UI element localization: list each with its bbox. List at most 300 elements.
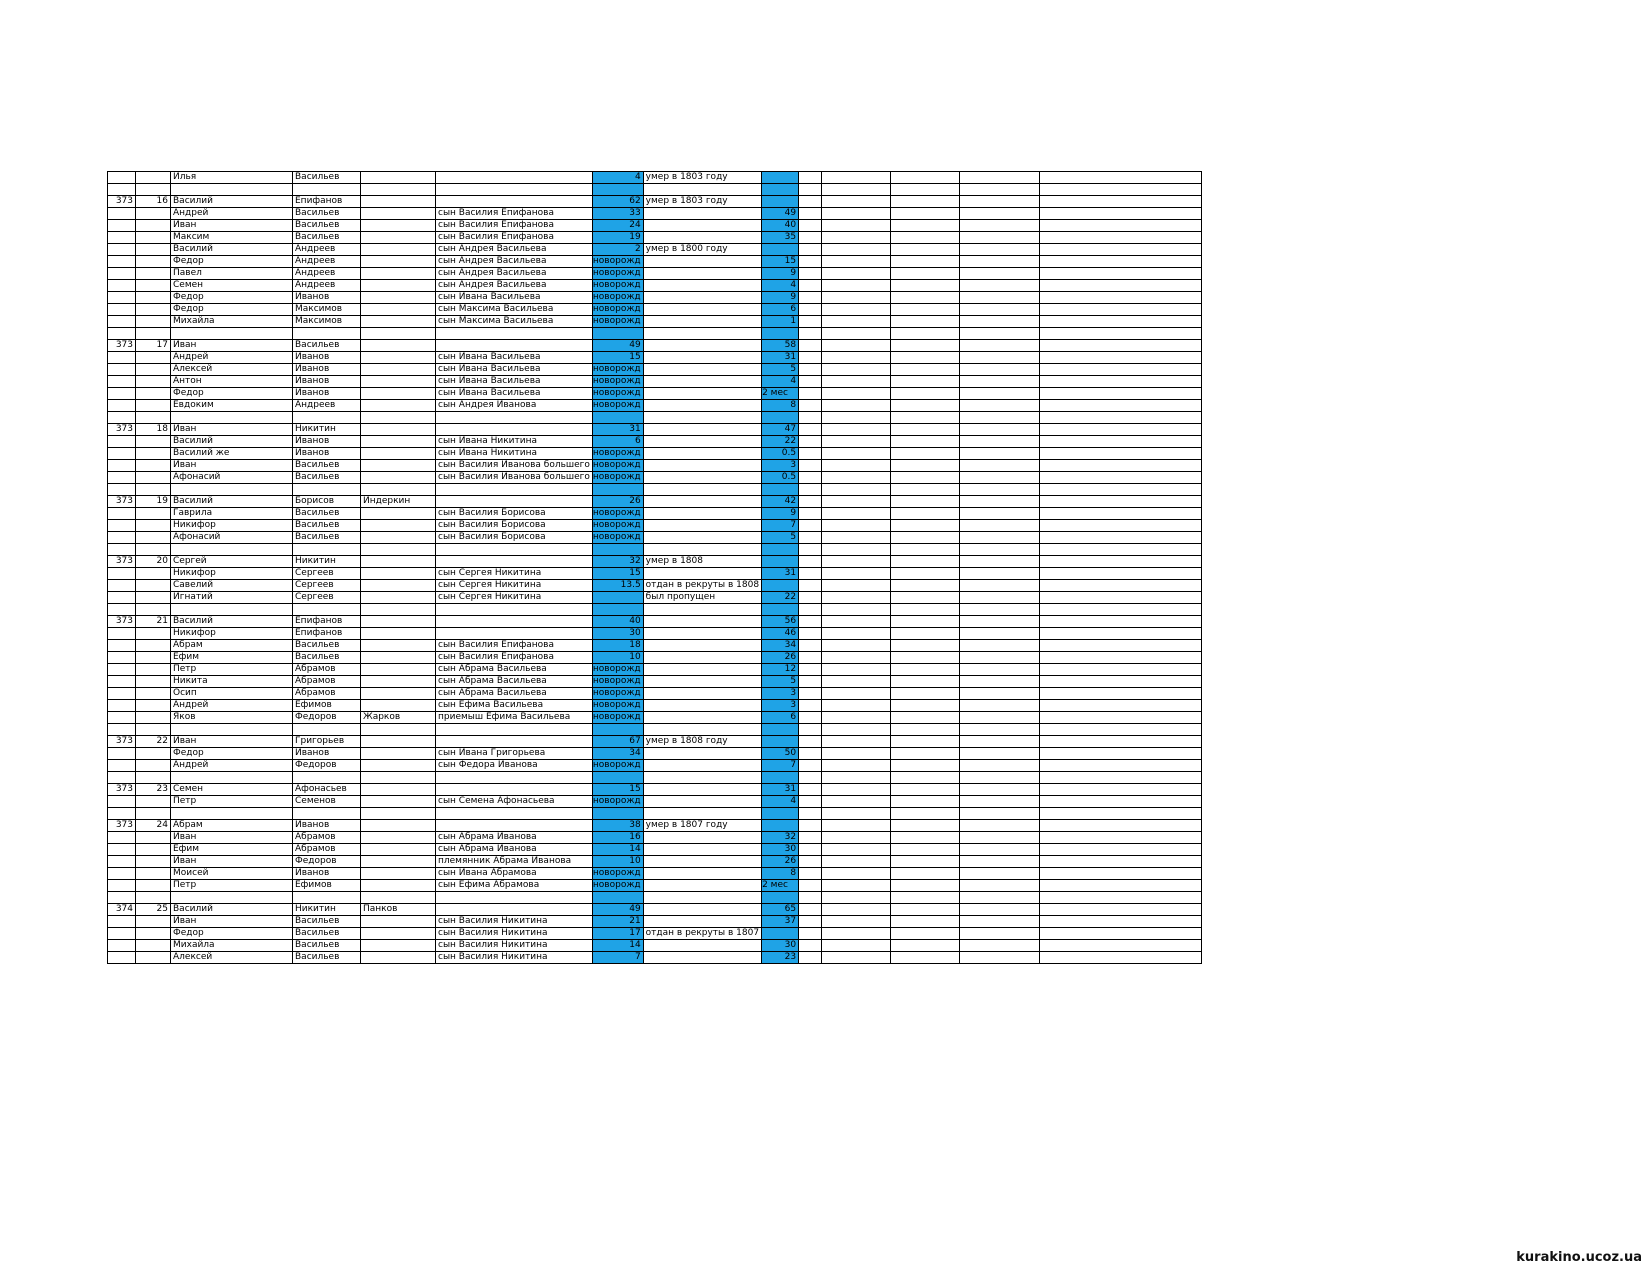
cell-empty	[799, 532, 822, 544]
cell-empty	[822, 652, 891, 664]
cell-age-1: новорожд	[592, 796, 643, 808]
cell-page	[108, 184, 136, 196]
table-row	[108, 688, 1202, 700]
cell-relation: сын Василия Никитина	[436, 928, 593, 940]
cell-household: 23	[136, 784, 171, 796]
cell-note	[643, 436, 761, 448]
cell-note	[643, 388, 761, 400]
table-row	[108, 544, 1202, 556]
cell-note	[643, 328, 761, 340]
cell-age-2: 3	[762, 460, 799, 472]
cell-surname	[361, 580, 436, 592]
cell-patronymic	[293, 328, 361, 340]
cell-relation: сын Ефима Васильева	[436, 700, 593, 712]
cell-empty	[1040, 520, 1202, 532]
cell-first-name: Федор	[171, 748, 293, 760]
cell-page	[108, 832, 136, 844]
cell-note	[643, 904, 761, 916]
cell-age-1	[592, 808, 643, 820]
cell-empty	[891, 460, 960, 472]
cell-page	[108, 724, 136, 736]
cell-empty	[1040, 412, 1202, 424]
cell-age-2: 35	[762, 232, 799, 244]
cell-page	[108, 688, 136, 700]
cell-empty	[1040, 724, 1202, 736]
cell-empty	[799, 664, 822, 676]
cell-empty	[891, 172, 960, 184]
cell-empty	[891, 220, 960, 232]
cell-note	[643, 520, 761, 532]
cell-note	[643, 760, 761, 772]
cell-first-name: Андрей	[171, 208, 293, 220]
cell-empty	[799, 364, 822, 376]
cell-surname	[361, 748, 436, 760]
cell-surname	[361, 388, 436, 400]
cell-page	[108, 700, 136, 712]
cell-relation	[436, 184, 593, 196]
cell-age-2: 2 мес	[762, 880, 799, 892]
cell-patronymic: Никитин	[293, 556, 361, 568]
cell-household	[136, 856, 171, 868]
cell-empty	[822, 916, 891, 928]
cell-note	[643, 340, 761, 352]
cell-patronymic: Семенов	[293, 796, 361, 808]
cell-empty	[1040, 532, 1202, 544]
cell-surname	[361, 292, 436, 304]
cell-note	[643, 652, 761, 664]
cell-relation: сын Ивана Васильева	[436, 364, 593, 376]
cell-surname	[361, 268, 436, 280]
cell-age-1: новорожд	[592, 880, 643, 892]
cell-empty	[1040, 388, 1202, 400]
cell-first-name: Иван	[171, 340, 293, 352]
cell-age-1	[592, 184, 643, 196]
table-row	[108, 616, 1202, 628]
cell-first-name: Михайла	[171, 940, 293, 952]
cell-relation	[436, 808, 593, 820]
cell-first-name: Федор	[171, 292, 293, 304]
table-row	[108, 412, 1202, 424]
cell-page	[108, 580, 136, 592]
cell-relation: сын Василия Никитина	[436, 952, 593, 964]
cell-age-2	[762, 484, 799, 496]
cell-household	[136, 304, 171, 316]
cell-empty	[799, 520, 822, 532]
cell-relation	[436, 544, 593, 556]
cell-age-2	[762, 172, 799, 184]
cell-surname	[361, 940, 436, 952]
cell-household	[136, 892, 171, 904]
cell-empty	[1040, 244, 1202, 256]
cell-page: 373	[108, 616, 136, 628]
cell-empty	[891, 244, 960, 256]
cell-note	[643, 256, 761, 268]
table-row	[108, 568, 1202, 580]
cell-household: 19	[136, 496, 171, 508]
cell-empty	[799, 268, 822, 280]
cell-household	[136, 604, 171, 616]
cell-empty	[891, 676, 960, 688]
cell-empty	[960, 928, 1040, 940]
cell-surname	[361, 688, 436, 700]
cell-relation: приемыш Ефима Васильева	[436, 712, 593, 724]
cell-patronymic: Иванов	[293, 364, 361, 376]
cell-household	[136, 388, 171, 400]
cell-surname	[361, 640, 436, 652]
cell-household	[136, 880, 171, 892]
cell-page	[108, 256, 136, 268]
cell-age-1: 10	[592, 856, 643, 868]
cell-empty	[960, 904, 1040, 916]
cell-empty	[822, 364, 891, 376]
cell-age-2: 7	[762, 520, 799, 532]
cell-empty	[891, 316, 960, 328]
cell-empty	[960, 436, 1040, 448]
cell-empty	[822, 544, 891, 556]
cell-first-name: Никифор	[171, 520, 293, 532]
cell-household	[136, 484, 171, 496]
cell-relation	[436, 904, 593, 916]
cell-page	[108, 844, 136, 856]
cell-empty	[891, 928, 960, 940]
cell-empty	[960, 172, 1040, 184]
cell-patronymic	[293, 604, 361, 616]
cell-empty	[822, 940, 891, 952]
cell-empty	[799, 868, 822, 880]
cell-empty	[891, 280, 960, 292]
cell-first-name: Иван	[171, 424, 293, 436]
cell-note	[643, 220, 761, 232]
cell-first-name: Абрам	[171, 640, 293, 652]
cell-age-2: 37	[762, 916, 799, 928]
cell-page	[108, 412, 136, 424]
cell-empty	[960, 304, 1040, 316]
cell-age-1: 49	[592, 904, 643, 916]
cell-first-name	[171, 184, 293, 196]
cell-note	[643, 880, 761, 892]
cell-patronymic: Епифанов	[293, 628, 361, 640]
cell-empty	[891, 604, 960, 616]
cell-surname	[361, 532, 436, 544]
cell-page	[108, 280, 136, 292]
cell-patronymic	[293, 892, 361, 904]
cell-patronymic: Федоров	[293, 856, 361, 868]
cell-empty	[960, 916, 1040, 928]
cell-page: 373	[108, 736, 136, 748]
cell-household	[136, 364, 171, 376]
cell-note	[643, 892, 761, 904]
cell-patronymic: Васильев	[293, 928, 361, 940]
cell-empty	[1040, 892, 1202, 904]
cell-empty	[799, 544, 822, 556]
cell-empty	[960, 628, 1040, 640]
cell-age-1: новорожд	[592, 400, 643, 412]
cell-empty	[891, 856, 960, 868]
cell-household	[136, 328, 171, 340]
cell-empty	[891, 580, 960, 592]
cell-empty	[891, 328, 960, 340]
cell-surname	[361, 328, 436, 340]
cell-empty	[799, 304, 822, 316]
cell-surname	[361, 820, 436, 832]
cell-age-1	[592, 604, 643, 616]
cell-age-2: 5	[762, 532, 799, 544]
cell-note	[643, 544, 761, 556]
cell-note	[643, 688, 761, 700]
cell-empty	[1040, 712, 1202, 724]
cell-empty	[822, 700, 891, 712]
cell-patronymic: Афонасьев	[293, 784, 361, 796]
cell-age-1: 13.5	[592, 580, 643, 592]
cell-empty	[891, 568, 960, 580]
cell-patronymic: Иванов	[293, 292, 361, 304]
cell-empty	[799, 700, 822, 712]
cell-household	[136, 472, 171, 484]
cell-patronymic: Андреев	[293, 256, 361, 268]
cell-empty	[822, 832, 891, 844]
cell-empty	[822, 208, 891, 220]
table-row	[108, 580, 1202, 592]
cell-surname	[361, 700, 436, 712]
cell-empty	[960, 676, 1040, 688]
cell-age-2: 1	[762, 316, 799, 328]
cell-empty	[822, 808, 891, 820]
cell-empty	[1040, 316, 1202, 328]
cell-first-name: Иван	[171, 856, 293, 868]
cell-surname	[361, 544, 436, 556]
cell-age-2	[762, 580, 799, 592]
cell-page	[108, 304, 136, 316]
table-row	[108, 484, 1202, 496]
cell-age-1: новорожд	[592, 700, 643, 712]
cell-note	[643, 952, 761, 964]
cell-empty	[799, 472, 822, 484]
cell-empty	[960, 700, 1040, 712]
cell-page: 373	[108, 496, 136, 508]
cell-empty	[891, 892, 960, 904]
cell-household	[136, 952, 171, 964]
table-row	[108, 700, 1202, 712]
cell-age-1: новорожд	[592, 676, 643, 688]
cell-note	[643, 352, 761, 364]
cell-empty	[960, 448, 1040, 460]
cell-empty	[799, 616, 822, 628]
cell-empty	[1040, 832, 1202, 844]
cell-empty	[799, 196, 822, 208]
cell-empty	[891, 400, 960, 412]
cell-empty	[822, 928, 891, 940]
cell-empty	[799, 688, 822, 700]
cell-empty	[799, 604, 822, 616]
cell-empty	[822, 220, 891, 232]
cell-patronymic: Васильев	[293, 640, 361, 652]
cell-first-name	[171, 772, 293, 784]
cell-relation: сын Василия Епифанова	[436, 220, 593, 232]
cell-empty	[822, 856, 891, 868]
cell-relation: сын Василия Борисова	[436, 508, 593, 520]
cell-surname	[361, 508, 436, 520]
cell-empty	[1040, 748, 1202, 760]
cell-first-name: Василий	[171, 496, 293, 508]
cell-relation: сын Андрея Васильева	[436, 256, 593, 268]
cell-empty	[891, 340, 960, 352]
cell-patronymic: Иванов	[293, 388, 361, 400]
cell-age-1: 16	[592, 832, 643, 844]
cell-surname	[361, 484, 436, 496]
cell-empty	[822, 592, 891, 604]
cell-empty	[960, 544, 1040, 556]
cell-surname	[361, 256, 436, 268]
cell-empty	[822, 676, 891, 688]
cell-page	[108, 808, 136, 820]
table-row	[108, 940, 1202, 952]
cell-surname: Жарков	[361, 712, 436, 724]
cell-empty	[822, 184, 891, 196]
cell-relation: сын Абрама Васильева	[436, 688, 593, 700]
table-row	[108, 292, 1202, 304]
cell-relation: сын Андрея Васильева	[436, 244, 593, 256]
cell-page	[108, 868, 136, 880]
census-table	[107, 171, 1202, 964]
cell-first-name: Андрей	[171, 760, 293, 772]
cell-first-name: Афонасий	[171, 532, 293, 544]
cell-first-name: Алексей	[171, 364, 293, 376]
cell-empty	[891, 268, 960, 280]
cell-household	[136, 292, 171, 304]
cell-note	[643, 208, 761, 220]
cell-page	[108, 460, 136, 472]
cell-first-name: Василий	[171, 904, 293, 916]
cell-age-2	[762, 556, 799, 568]
cell-household	[136, 520, 171, 532]
cell-empty	[1040, 256, 1202, 268]
table-row	[108, 220, 1202, 232]
cell-relation: сын Василия Епифанова	[436, 652, 593, 664]
cell-empty	[822, 604, 891, 616]
cell-empty	[891, 556, 960, 568]
cell-age-2: 30	[762, 940, 799, 952]
cell-empty	[891, 232, 960, 244]
cell-first-name	[171, 604, 293, 616]
cell-surname	[361, 340, 436, 352]
cell-empty	[799, 280, 822, 292]
cell-empty	[799, 640, 822, 652]
cell-first-name: Никифор	[171, 568, 293, 580]
cell-page	[108, 760, 136, 772]
cell-empty	[799, 880, 822, 892]
cell-page	[108, 652, 136, 664]
cell-empty	[960, 952, 1040, 964]
cell-empty	[960, 472, 1040, 484]
cell-empty	[799, 292, 822, 304]
cell-age-2: 4	[762, 376, 799, 388]
cell-empty	[799, 412, 822, 424]
cell-empty	[891, 844, 960, 856]
cell-note	[643, 376, 761, 388]
table-row	[108, 460, 1202, 472]
cell-empty	[799, 628, 822, 640]
cell-patronymic: Абрамов	[293, 688, 361, 700]
cell-empty	[822, 784, 891, 796]
cell-first-name: Иван	[171, 736, 293, 748]
table-row	[108, 844, 1202, 856]
cell-age-1: 67	[592, 736, 643, 748]
cell-empty	[822, 472, 891, 484]
cell-age-1: 34	[592, 748, 643, 760]
cell-empty	[799, 328, 822, 340]
cell-age-2: 22	[762, 592, 799, 604]
cell-empty	[822, 412, 891, 424]
cell-empty	[799, 232, 822, 244]
cell-empty	[822, 304, 891, 316]
cell-empty	[960, 844, 1040, 856]
cell-empty	[1040, 592, 1202, 604]
cell-age-2: 23	[762, 952, 799, 964]
cell-empty	[799, 340, 822, 352]
cell-age-1: новорожд	[592, 376, 643, 388]
cell-page	[108, 640, 136, 652]
cell-surname	[361, 604, 436, 616]
table-row	[108, 640, 1202, 652]
cell-empty	[822, 196, 891, 208]
cell-empty	[891, 208, 960, 220]
cell-household	[136, 184, 171, 196]
cell-first-name: Семен	[171, 784, 293, 796]
cell-first-name: Яков	[171, 712, 293, 724]
cell-empty	[960, 760, 1040, 772]
cell-empty	[799, 856, 822, 868]
cell-empty	[891, 532, 960, 544]
cell-empty	[1040, 544, 1202, 556]
cell-empty	[822, 868, 891, 880]
table-row	[108, 232, 1202, 244]
cell-page	[108, 520, 136, 532]
table-row	[108, 952, 1202, 964]
cell-empty	[1040, 472, 1202, 484]
table-row	[108, 256, 1202, 268]
cell-note	[643, 568, 761, 580]
cell-surname	[361, 952, 436, 964]
cell-relation	[436, 616, 593, 628]
cell-patronymic: Ефимов	[293, 880, 361, 892]
cell-empty	[960, 232, 1040, 244]
cell-age-1: 40	[592, 616, 643, 628]
cell-empty	[822, 772, 891, 784]
table-row	[108, 652, 1202, 664]
cell-patronymic	[293, 484, 361, 496]
cell-age-2	[762, 928, 799, 940]
cell-empty	[960, 340, 1040, 352]
cell-relation: сын Сергея Никитина	[436, 568, 593, 580]
cell-empty	[960, 184, 1040, 196]
cell-empty	[822, 316, 891, 328]
cell-household	[136, 508, 171, 520]
cell-age-1: новорожд	[592, 760, 643, 772]
cell-empty	[1040, 352, 1202, 364]
table-row	[108, 244, 1202, 256]
cell-relation: сын Абрама Иванова	[436, 844, 593, 856]
cell-household: 20	[136, 556, 171, 568]
cell-relation: сын Ивана Никитина	[436, 436, 593, 448]
cell-empty	[799, 388, 822, 400]
table-row	[108, 724, 1202, 736]
cell-age-2: 0.5	[762, 472, 799, 484]
cell-patronymic: Федоров	[293, 760, 361, 772]
cell-surname	[361, 208, 436, 220]
cell-patronymic: Васильев	[293, 952, 361, 964]
cell-empty	[799, 712, 822, 724]
cell-note	[643, 748, 761, 760]
